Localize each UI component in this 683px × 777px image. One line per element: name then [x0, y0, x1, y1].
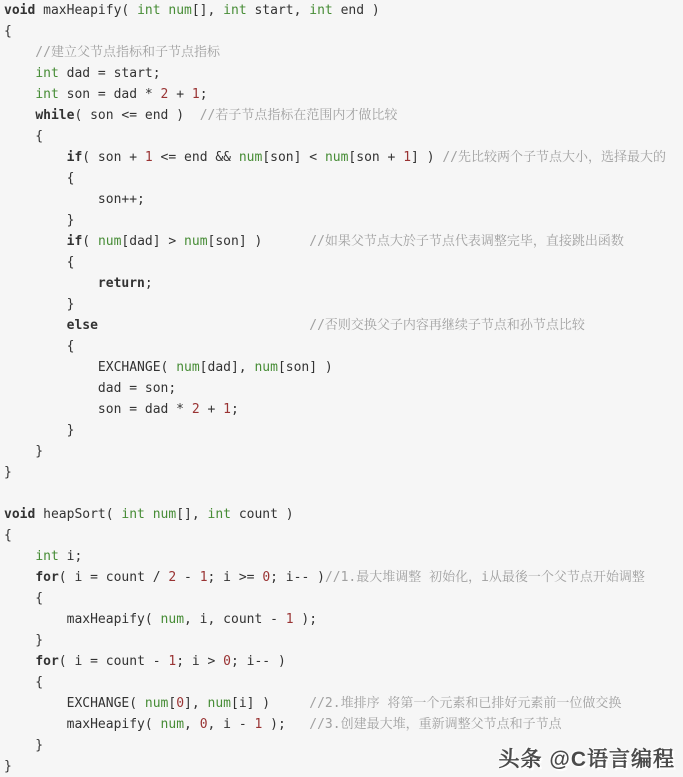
- code-segment-number: 1: [191, 87, 200, 102]
- code-segment-type: num: [152, 507, 177, 522]
- code-segment-plain: [98, 318, 309, 333]
- code-segment-plain: }: [4, 444, 44, 459]
- code-segment-plain: [i] ): [231, 696, 310, 711]
- code-line: [4, 21, 683, 42]
- code-segment-plain: ; i-- ): [231, 654, 286, 669]
- code-segment-number: 1: [223, 402, 231, 417]
- code-segment-plain: -: [176, 570, 200, 585]
- code-segment-comment: //若子节点指标在范围内才做比较: [199, 108, 398, 123]
- code-segment-plain: son = dad *: [4, 402, 192, 417]
- code-segment-type: num: [184, 234, 208, 249]
- code-segment-plain: , i -: [207, 717, 255, 732]
- code-segment-plain: ;: [230, 402, 239, 417]
- code-segment-plain: [4, 108, 35, 123]
- code-segment-plain: son = dad *: [58, 87, 161, 102]
- code-segment-number: 1: [168, 654, 177, 669]
- code-segment-plain: heapSort(: [35, 507, 122, 522]
- code-segment-comment: //3.创建最大堆，重新调整父节点和子节点: [309, 717, 562, 732]
- code-segment-type: num: [207, 696, 231, 711]
- code-segment-plain: end ): [332, 3, 380, 18]
- code-segment-plain: ] ): [411, 150, 443, 165]
- code-line: [4, 252, 683, 273]
- code-segment-keyword: if: [66, 234, 83, 249]
- code-segment-plain: [4, 87, 35, 102]
- code-segment-type: num: [168, 3, 192, 18]
- code-segment-plain: i;: [58, 549, 83, 564]
- code-segment-comment: //1.最大堆调整 初始化，i从最後一个父节点开始调整: [324, 570, 645, 585]
- code-line: [4, 567, 683, 588]
- code-segment-type: num: [324, 150, 349, 165]
- code-segment-plain: maxHeapify(: [35, 3, 138, 18]
- code-segment-plain: +: [168, 87, 192, 102]
- code-line: [4, 84, 683, 105]
- code-segment-plain: ,: [184, 717, 200, 732]
- code-segment-type: num: [144, 696, 169, 711]
- code-line: [4, 105, 683, 126]
- code-line: [4, 714, 683, 735]
- code-segment-plain: [],: [176, 507, 208, 522]
- code-segment-plain: ;: [144, 276, 153, 291]
- code-segment-plain: {: [4, 591, 44, 606]
- code-segment-plain: dad = son;: [4, 381, 177, 396]
- code-segment-plain: start,: [246, 3, 310, 18]
- code-line: [4, 693, 683, 714]
- code-line: [4, 63, 683, 84]
- code-segment-type: int: [121, 507, 145, 522]
- code-line: [4, 42, 683, 63]
- code-line: [4, 483, 683, 504]
- code-line: [4, 588, 683, 609]
- code-line: [4, 273, 683, 294]
- code-line: [4, 462, 683, 483]
- code-segment-plain: [4, 654, 35, 669]
- code-line: [4, 168, 683, 189]
- code-segment-type: int: [35, 66, 59, 81]
- code-line: [4, 147, 683, 168]
- code-segment-number: 2: [168, 570, 177, 585]
- code-segment-plain: }: [4, 759, 12, 774]
- code-segment-plain: ; i >: [176, 654, 224, 669]
- code-segment-plain: [4, 66, 35, 81]
- code-segment-keyword: for: [35, 654, 59, 669]
- code-segment-number: 1: [285, 612, 294, 627]
- code-segment-keyword: if: [66, 150, 83, 165]
- code-segment-plain: [: [168, 696, 177, 711]
- code-segment-plain: {: [4, 24, 12, 39]
- code-segment-plain: count ): [231, 507, 294, 522]
- code-line: [4, 294, 683, 315]
- code-segment-type: num: [238, 150, 263, 165]
- code-segment-plain: , i, count -: [184, 612, 286, 627]
- code-line: [4, 441, 683, 462]
- code-segment-plain: [4, 276, 98, 291]
- code-segment-plain: EXCHANGE(: [4, 360, 177, 375]
- code-segment-plain: maxHeapify(: [4, 612, 161, 627]
- code-segment-plain: ( son +: [82, 150, 145, 165]
- code-segment-type: int: [207, 507, 231, 522]
- code-line: [4, 231, 683, 252]
- code-segment-plain: [son] <: [262, 150, 325, 165]
- code-segment-comment: //2.堆排序 将第一个元素和已排好元素前一位做交换: [309, 696, 622, 711]
- code-segment-number: 0: [176, 696, 185, 711]
- code-line: [4, 630, 683, 651]
- code-segment-type: int: [223, 3, 247, 18]
- code-line: [4, 420, 683, 441]
- code-segment-plain: }: [4, 633, 44, 648]
- code-line: [4, 525, 683, 546]
- code-segment-plain: }: [4, 465, 12, 480]
- code-segment-plain: son++;: [4, 192, 145, 207]
- code-segment-plain: ( i = count -: [58, 654, 169, 669]
- code-segment-plain: }: [4, 297, 75, 312]
- code-segment-type: num: [254, 360, 278, 375]
- code-line: [4, 672, 683, 693]
- code-segment-number: 1: [144, 150, 153, 165]
- code-line: [4, 126, 683, 147]
- code-segment-plain: [4, 234, 67, 249]
- code-segment-keyword: void: [4, 3, 36, 18]
- code-segment-plain: dad = start;: [58, 66, 161, 81]
- code-segment-plain: [son +: [348, 150, 404, 165]
- code-line: [4, 609, 683, 630]
- code-segment-number: 2: [160, 87, 169, 102]
- code-line: [4, 651, 683, 672]
- code-segment-keyword: while: [35, 108, 75, 123]
- code-segment-plain: ; i-- ): [270, 570, 325, 585]
- code-segment-number: 0: [262, 570, 271, 585]
- code-segment-plain: ( son <= end ): [74, 108, 200, 123]
- code-segment-plain: }: [4, 738, 44, 753]
- code-segment-comment: //建立父节点指标和子节点指标: [4, 45, 220, 60]
- code-segment-plain: {: [4, 528, 12, 543]
- code-segment-plain: (: [82, 234, 98, 249]
- code-segment-plain: [son] ): [277, 360, 333, 375]
- code-line: [4, 357, 683, 378]
- code-segment-type: num: [97, 234, 122, 249]
- code-segment-type: int: [309, 3, 333, 18]
- code-segment-keyword: return: [97, 276, 145, 291]
- code-segment-plain: {: [4, 129, 44, 144]
- code-segment-plain: [4, 150, 67, 165]
- code-segment-keyword: else: [66, 318, 98, 333]
- code-segment-number: 1: [254, 717, 263, 732]
- code-segment-type: int: [35, 549, 59, 564]
- code-segment-keyword: void: [4, 507, 36, 522]
- code-segment-plain: [dad],: [199, 360, 255, 375]
- code-segment-type: num: [176, 360, 200, 375]
- code-segment-comment: //先比较两个子节点大小，选择最大的: [442, 150, 667, 165]
- watermark-text: 头条 @C语言编程: [498, 748, 675, 771]
- code-segment-plain: [son] ): [207, 234, 310, 249]
- code-segment-comment: //如果父节点大於子节点代表调整完毕，直接跳出函数: [309, 234, 624, 249]
- code-segment-number: 1: [403, 150, 412, 165]
- code-line: [4, 315, 683, 336]
- code-segment-plain: [4, 549, 35, 564]
- code-segment-plain: {: [4, 255, 75, 270]
- code-segment-plain: {: [4, 675, 44, 690]
- code-segment-type: num: [160, 612, 185, 627]
- code-segment-plain: );: [293, 612, 318, 627]
- code-line: [4, 210, 683, 231]
- code-line: [4, 378, 683, 399]
- code-segment-plain: EXCHANGE(: [4, 696, 145, 711]
- code-segment-plain: maxHeapify(: [4, 717, 161, 732]
- code-segment-type: int: [137, 3, 161, 18]
- code-line: [4, 189, 683, 210]
- code-segment-type: num: [160, 717, 185, 732]
- code-segment-keyword: for: [35, 570, 59, 585]
- code-segment-plain: );: [262, 717, 310, 732]
- code-segment-plain: ;: [199, 87, 208, 102]
- code-line: [4, 0, 683, 21]
- code-line: [4, 336, 683, 357]
- code-segment-plain: ( i = count /: [58, 570, 169, 585]
- code-segment-number: 1: [199, 570, 208, 585]
- code-segment-plain: }: [4, 213, 75, 228]
- code-segment-plain: }: [4, 423, 75, 438]
- code-segment-comment: //否则交换父子内容再继续子节点和孙节点比较: [309, 318, 585, 333]
- code-segment-number: 0: [199, 717, 208, 732]
- code-line: [4, 504, 683, 525]
- code-line: [4, 546, 683, 567]
- code-segment-plain: [dad] >: [121, 234, 185, 249]
- code-segment-plain: {: [4, 339, 75, 354]
- code-segment-plain: <= end &&: [152, 150, 239, 165]
- code-segment-plain: [],: [191, 3, 224, 18]
- code-segment-number: 0: [223, 654, 231, 669]
- code-segment-plain: ],: [184, 696, 208, 711]
- code-segment-plain: {: [4, 171, 75, 186]
- code-segment-number: 2: [191, 402, 200, 417]
- code-segment-plain: [4, 570, 35, 585]
- code-segment-plain: [4, 318, 67, 333]
- code-segment-plain: ; i >=: [207, 570, 263, 585]
- code-segment-plain: [145, 507, 153, 522]
- code-segment-type: int: [35, 87, 59, 102]
- code-segment-plain: +: [199, 402, 224, 417]
- code-line: [4, 399, 683, 420]
